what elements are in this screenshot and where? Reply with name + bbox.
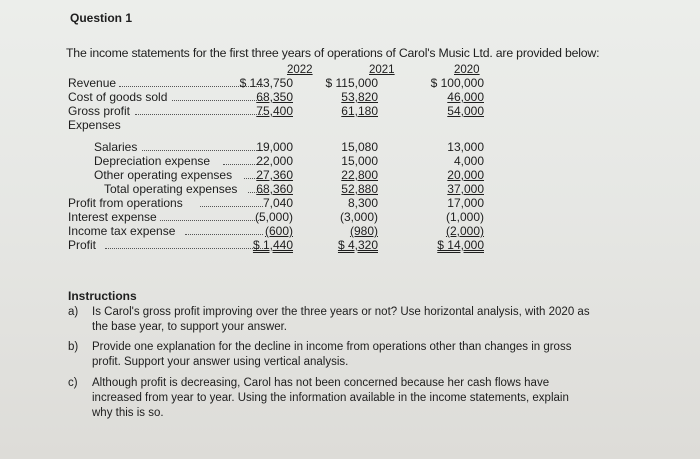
value-2020: 13,000 bbox=[447, 140, 484, 154]
value-2022: $ 1,440 bbox=[252, 238, 293, 252]
item-text bbox=[92, 305, 612, 335]
row-label: Profit bbox=[68, 238, 97, 252]
instructions-title: Instructions bbox=[68, 289, 137, 303]
value-2020: (2,000) bbox=[445, 224, 484, 238]
value-2022: 22,000 bbox=[256, 154, 293, 168]
row-label: Other operating expenses bbox=[94, 168, 233, 182]
value-2022: (5,000) bbox=[254, 210, 293, 224]
value-2022: 27,360 bbox=[256, 168, 293, 182]
row-label: Gross profit bbox=[68, 104, 131, 118]
row-total-operating-expenses bbox=[0, 182, 700, 196]
value-2020: $ 100,000 bbox=[430, 76, 484, 90]
row-label: Expenses bbox=[68, 118, 121, 132]
value-2022: (600) bbox=[264, 224, 293, 238]
question-title: Question 1 bbox=[70, 11, 133, 25]
row-revenue bbox=[0, 76, 700, 90]
value-2021: 15,000 bbox=[341, 154, 378, 168]
value-2020: 4,000 bbox=[453, 154, 484, 168]
value-2021: (980) bbox=[349, 224, 378, 238]
value-2021: 15,080 bbox=[341, 140, 378, 154]
row-expenses-heading bbox=[0, 118, 700, 132]
value-2022: 7,040 bbox=[262, 196, 293, 210]
leader-dots bbox=[135, 104, 263, 115]
value-2021: 52,880 bbox=[341, 182, 378, 196]
item-line: Is Carol's gross profit improving over the three years or not? Use horizontal analysis, with 2020 as bbox=[92, 306, 590, 318]
row-depreciation-expense bbox=[0, 154, 700, 168]
value-2021: $ 115,000 bbox=[325, 76, 378, 90]
row-label: Interest expense bbox=[68, 210, 157, 224]
value-2020: 17,000 bbox=[447, 196, 484, 210]
item-marker: b) bbox=[68, 341, 79, 353]
item-line: Provide one explanation for the decline in income from operations other than changes in gross bbox=[92, 341, 572, 353]
row-income-tax-expense bbox=[0, 224, 700, 238]
year-header-2021: 2021 bbox=[369, 64, 395, 76]
value-2021: 61,180 bbox=[341, 104, 378, 118]
row-label: Cost of goods sold bbox=[68, 90, 168, 104]
leader-dots bbox=[142, 140, 263, 151]
value-2020: 54,000 bbox=[447, 104, 484, 118]
leader-dots bbox=[105, 238, 263, 249]
value-2020: $ 14,000 bbox=[437, 238, 484, 252]
item-line: profit. Support your answer using vertical analysis. bbox=[92, 356, 349, 368]
value-2022: $ 143,750 bbox=[239, 76, 293, 90]
row-salaries bbox=[0, 140, 700, 154]
item-marker: a) bbox=[68, 306, 79, 318]
item-line: increased from year to year. Using the information available in the income statements, explain bbox=[92, 392, 569, 404]
value-2020: 20,000 bbox=[447, 168, 484, 182]
row-label: Depreciation expense bbox=[94, 154, 211, 168]
item-text bbox=[92, 340, 612, 370]
item-line: why this is so. bbox=[92, 407, 164, 419]
value-2021: 22,800 bbox=[341, 168, 378, 182]
value-2020: (1,000) bbox=[445, 210, 484, 224]
leader-dots bbox=[160, 210, 263, 221]
item-line: the base year, to support your answer. bbox=[92, 321, 287, 333]
intro-text: The income statements for the first three years of operations of Carol's Music Ltd. are provided below: bbox=[66, 46, 600, 60]
row-profit bbox=[0, 238, 700, 252]
item-line: Although profit is decreasing, Carol has not been concerned because her cash flows have bbox=[92, 377, 550, 389]
row-cost-of-goods-sold bbox=[0, 90, 700, 104]
row-gross-profit bbox=[0, 104, 700, 118]
leader-dots bbox=[200, 196, 263, 207]
row-interest-expense bbox=[0, 210, 700, 224]
value-2022: 75,400 bbox=[256, 104, 293, 118]
value-2021: 53,820 bbox=[341, 90, 378, 104]
year-header-2022: 2022 bbox=[287, 64, 313, 76]
row-label: Profit from operations bbox=[68, 196, 183, 210]
value-2020: 37,000 bbox=[447, 182, 484, 196]
row-label: Salaries bbox=[94, 140, 138, 154]
value-2022: 19,000 bbox=[256, 140, 293, 154]
item-marker: c) bbox=[68, 377, 78, 389]
value-2022: 68,350 bbox=[256, 90, 293, 104]
value-2021: (3,000) bbox=[339, 210, 378, 224]
row-label: Income tax expense bbox=[68, 224, 176, 238]
row-label: Total operating expenses bbox=[104, 182, 238, 196]
year-header-2020: 2020 bbox=[454, 64, 480, 76]
row-profit-from-operations bbox=[0, 196, 700, 210]
row-label: Revenue bbox=[68, 76, 117, 90]
leader-dots bbox=[185, 224, 263, 235]
leader-dots bbox=[172, 90, 263, 101]
row-other-operating-expenses bbox=[0, 168, 700, 182]
item-text bbox=[92, 376, 612, 421]
value-2021: $ 4,320 bbox=[337, 238, 378, 252]
value-2021: 8,300 bbox=[347, 196, 378, 210]
value-2022: 68,360 bbox=[256, 182, 293, 196]
value-2020: 46,000 bbox=[447, 90, 484, 104]
